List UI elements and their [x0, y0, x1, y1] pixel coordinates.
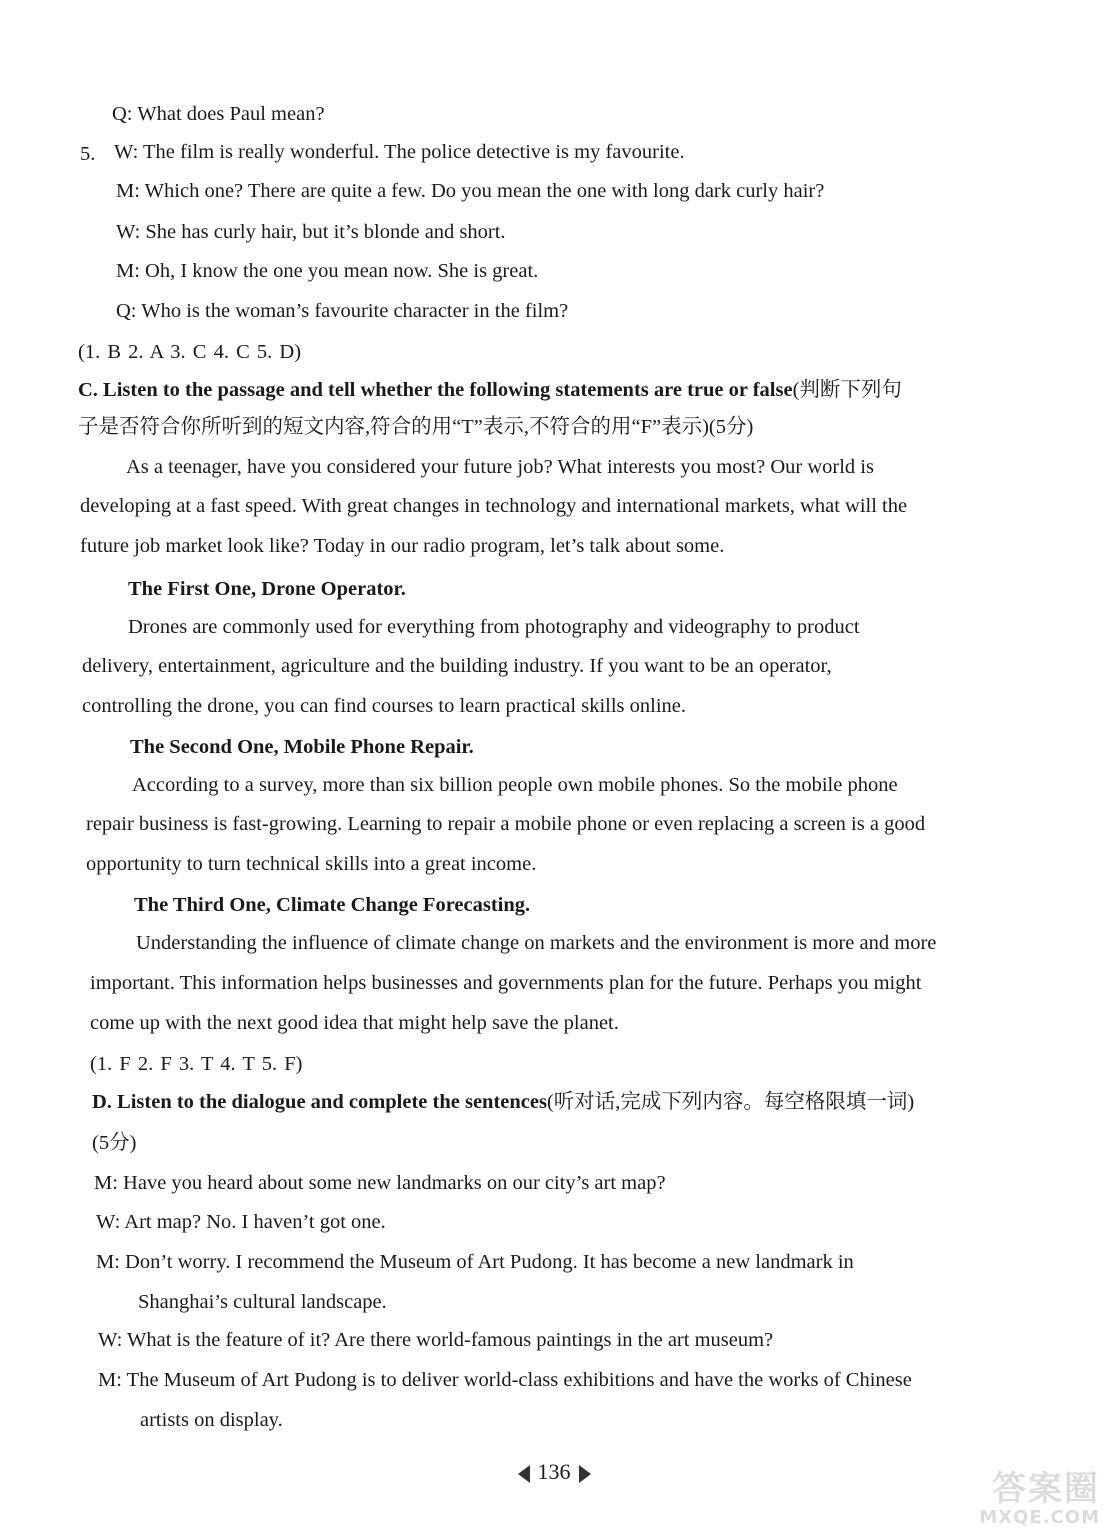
passage-text: Drones are commonly used for everything from photography and videography to product	[128, 616, 860, 638]
watermark-cn: 答案圈	[992, 1469, 1100, 1509]
dialogue-line: artists on display.	[140, 1409, 283, 1431]
passage-text: repair business is fast-growing. Learning to repair a mobile phone or even replacing a screen is a good	[86, 813, 926, 835]
dialogue-line: W: She has curly hair, but it’s blonde and short.	[116, 221, 506, 243]
passage-subheading: The Second One, Mobile Phone Repair.	[130, 736, 474, 758]
answer-key: (1. B 2. A 3. C 4. C 5. D)	[78, 341, 302, 363]
passage-text: future job market look like? Today in our radio program, let’s talk about some.	[80, 535, 725, 557]
dialogue-line: W: The film is really wonderful. The police detective is my favourite.	[114, 141, 685, 163]
passage-text: Understanding the influence of climate change on markets and the environment is more and more	[136, 932, 937, 954]
passage-text: developing at a fast speed. With great changes in technology and international markets, what will the	[80, 495, 908, 517]
dialogue-line: W: Art map? No. I haven’t got one.	[96, 1211, 386, 1233]
passage-text: come up with the next good idea that might help save the planet.	[90, 1012, 619, 1034]
page-number: 136	[537, 1459, 571, 1484]
question-line: Q: What does Paul mean?	[112, 103, 325, 125]
passage-text: controlling the drone, you can find courses to learn practical skills online.	[82, 695, 687, 717]
answer-key: (1. F 2. F 3. T 4. T 5. F)	[90, 1053, 303, 1075]
watermark-en: MXQE.COM	[979, 1507, 1100, 1528]
section-title: C. Listen to the passage and tell whether the following statements are true or false	[78, 379, 793, 401]
passage-subheading: The First One, Drone Operator.	[128, 578, 406, 600]
section-heading	[78, 377, 902, 403]
passage-text: As a teenager, have you considered your future job? What interests you most? Our world is	[126, 456, 874, 478]
dialogue-line: M: Oh, I know the one you mean now. She is great.	[116, 260, 539, 282]
section-instruction: (判断下列句	[792, 379, 902, 401]
section-instruction: (5分)	[92, 1132, 137, 1154]
section-instruction: (听对话,完成下列内容。每空格限填一词)	[546, 1091, 915, 1113]
passage-text: delivery, entertainment, agriculture and the building industry. If you want to be an operator,	[82, 655, 832, 677]
dialogue-line: M: Have you heard about some new landmarks on our city’s art map?	[94, 1172, 666, 1194]
dialogue-line: M: Which one? There are quite a few. Do you mean the one with long dark curly hair?	[116, 180, 825, 202]
dialogue-line: M: The Museum of Art Pudong is to deliver world-class exhibitions and have the works of Chinese	[98, 1369, 912, 1391]
question-line: Q: Who is the woman’s favourite character in the film?	[116, 300, 569, 322]
section-instruction: 子是否符合你所听到的短文内容,符合的用“T”表示,不符合的用“F”表示)(5分)	[78, 416, 754, 438]
dialogue-line: Shanghai’s cultural landscape.	[138, 1291, 387, 1313]
item-number: 5.	[80, 143, 96, 165]
passage-text: important. This information helps businesses and governments plan for the future. Perhaps you might	[90, 972, 922, 994]
section-title: D. Listen to the dialogue and complete the sentences	[92, 1091, 547, 1113]
section-heading	[92, 1089, 914, 1115]
triangle-left-icon	[518, 1465, 530, 1483]
dialogue-line: M: Don’t worry. I recommend the Museum of Art Pudong. It has become a new landmark in	[96, 1251, 854, 1273]
watermark-logo	[930, 1470, 1100, 1530]
passage-subheading: The Third One, Climate Change Forecasting.	[134, 894, 531, 916]
dialogue-line: W: What is the feature of it? Are there world-famous paintings in the art museum?	[98, 1329, 774, 1351]
passage-text: opportunity to turn technical skills into a great income.	[86, 853, 537, 875]
triangle-right-icon	[579, 1465, 591, 1483]
passage-text: According to a survey, more than six billion people own mobile phones. So the mobile phone	[132, 774, 898, 796]
